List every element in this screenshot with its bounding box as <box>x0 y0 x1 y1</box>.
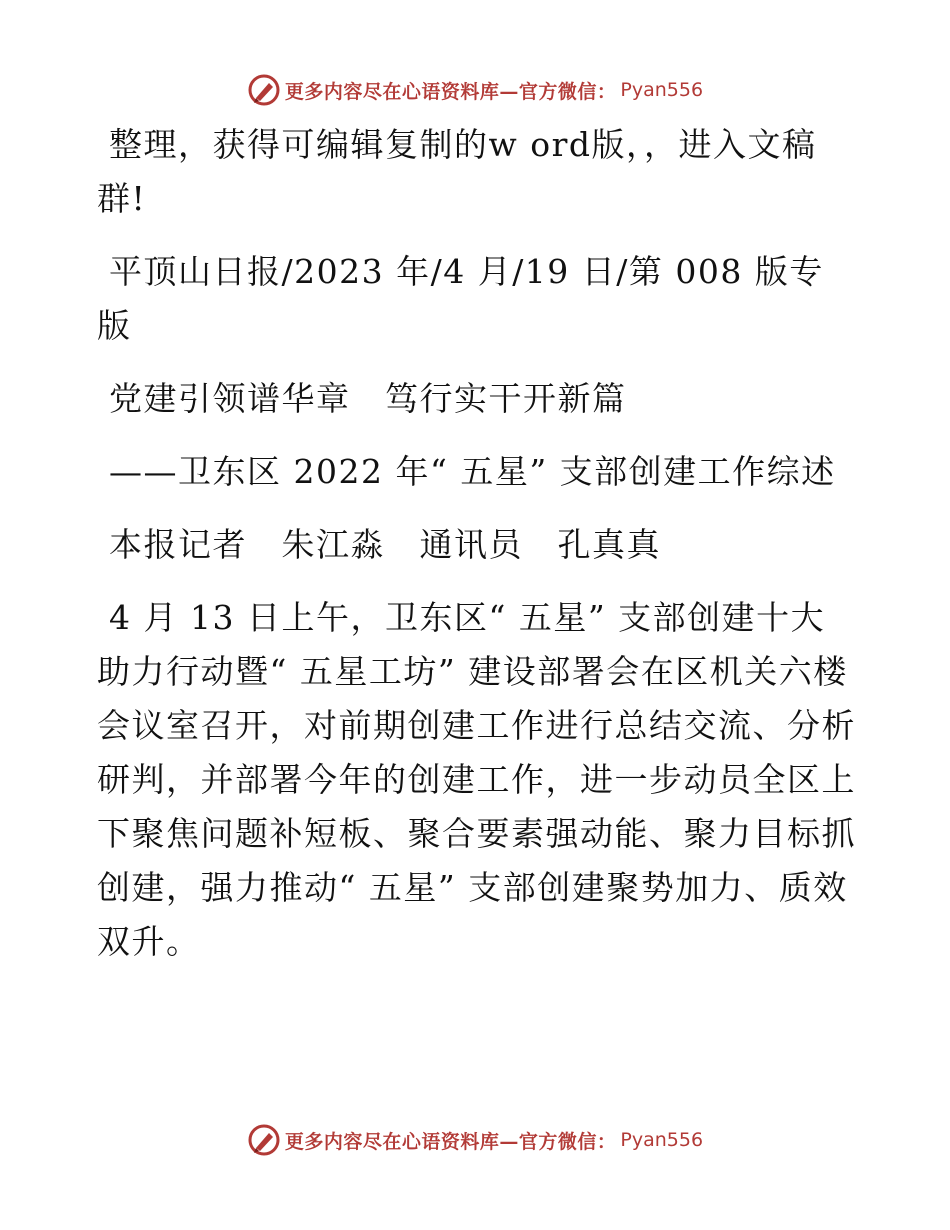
source-line: 平顶山日报/2023 年/4 月/19 日/第 008 版专版 <box>97 252 824 345</box>
footer-banner <box>0 1120 950 1160</box>
footer-banner-text: 更多内容尽在心语资料库—官方微信： <box>284 1130 617 1153</box>
intro-text: 整理，获得可编辑复制的w ord版，，进入文稿群! <box>97 125 817 218</box>
pen-logo-icon <box>247 1123 281 1157</box>
article-title: 党建引领谱华章 笃行实干开新篇 <box>109 379 627 418</box>
header-wechat-id: Pyan556 <box>620 79 704 101</box>
pen-logo-icon <box>247 73 281 107</box>
header-banner-inner <box>247 73 703 107</box>
byline: 本报记者 朱江淼 通讯员 孔真真 <box>109 525 661 564</box>
paragraph-1: 4 月 13 日上午，卫东区“ 五星” 支部创建十大助力行动暨“ 五星工坊” 建设部署会在区机关六楼会议室召开，对前期创建工作进行总结交流、分析研判，并部署今年的创建工作，进一步动员全区上下聚焦问题补短板、聚合要素强动能、聚力目标抓创建，强力推动“ 五星” 支部创建聚势加力、质效双升。 <box>97 598 856 961</box>
footer-wechat-id: Pyan556 <box>620 1129 704 1151</box>
header-banner-text: 更多内容尽在心语资料库—官方微信： <box>284 80 617 103</box>
document-body <box>97 118 857 988</box>
header-banner <box>0 70 950 110</box>
footer-banner-inner <box>247 1123 703 1157</box>
article-subtitle: ——卫东区 2022 年“ 五星” 支部创建工作综述 <box>109 452 836 491</box>
